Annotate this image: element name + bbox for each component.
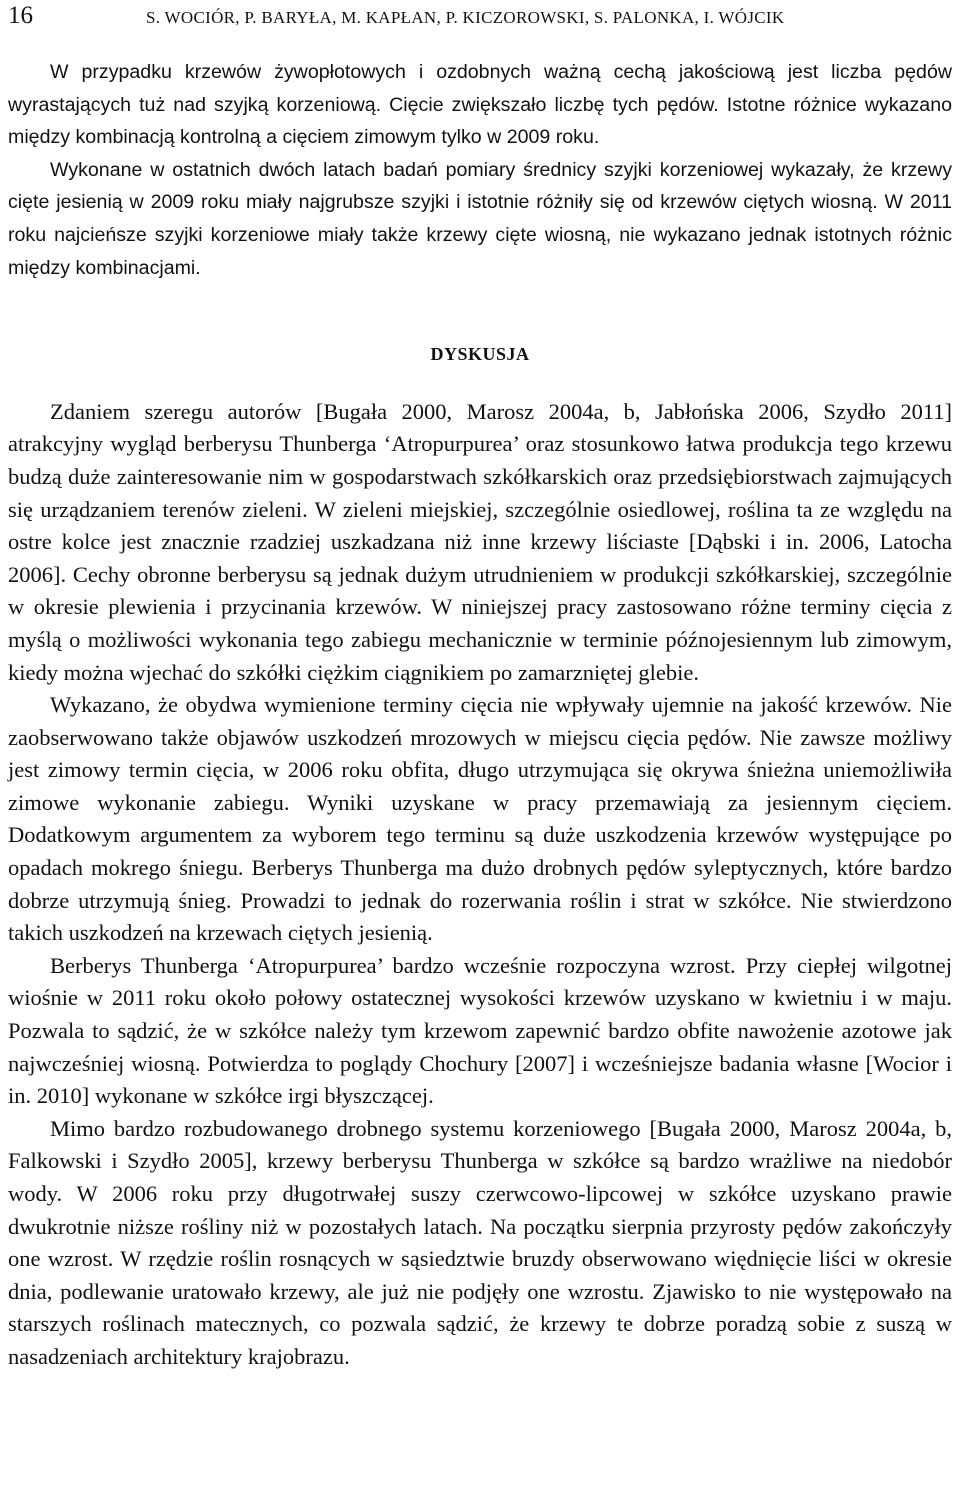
discussion-paragraph: Mimo bardzo rozbudowanego drobnego systemu korzeniowego [Bugała 2000, Marosz 2004a, b, Falkowski i Szydło 2005], krzewy berberysu Thunberga w szkółce są bardzo wrażliwe na niedobór wody. W 2006 roku przy długotrwałej suszy czerwcowo-lipcowej w szkółce uzyskano prawie dwukrotnie niższe rośliny niż w pozostałych latach. Na początku sierpnia przyrosty pędów zakończyły one wzrost. W rzędzie roślin rosnących w sąsiedztwie bruzdy obserwowano więdnięcie liści w okresie dnia, podlewanie uratowało krzewy, ale już nie podjęły one wzrostu. Zjawisko to nie występowało na starszych roślinach matecznych, co pozwala sądzić, że krzewy te dobrze poradzą sobie z suszą w nasadzeniach architektury krajobrazu. [8,1115,952,1369]
article-body [8,56,952,1374]
page-header [8,0,952,46]
running-head-authors: S. WOCIÓR, P. BARYŁA, M. KAPŁAN, P. KICZOROWSKI, S. PALONKA, I. WÓJCIK [146,8,785,27]
discussion-paragraph: Wykazano, że obydwa wymienione terminy cięcia nie wpływały ujemnie na jakość krzewów. Nie zaobserwowano także objawów uszkodzeń mrozowych w miejscu cięcia pędów. Nie zawsze możliwy jest zimowy termin cięcia, w 2006 roku obfita, długo utrzymująca się okrywa śnieżna uniemożliwiła zimowe wykonanie zabiegu. Wyniki uzyskane w pracy przemawiają za jesiennym cięciem. Dodatkowym argumentem za wyborem tego terminu są duże uszkodzenia krzewów występujące po opadach mokrego śniegu. Berberys Thunberga ma dużo drobnych pędów syleptycznych, które bardzo dobrze utrzymują śnieg. Prowadzi to jednak do rozerwania roślin i strat w szkółce. Nie stwierdzono takich uszkodzeń na krzewach ciętych jesienią. [8,692,952,946]
section-title-discussion: DYSKUSJA [430,344,530,365]
discussion-paragraph: Zdaniem szeregu autorów [Bugała 2000, Marosz 2004a, b, Jabłońska 2006, Szydło 2011] atrakcyjny wygląd berberysu Thunberga ‘Atropurpurea’ oraz stosunkowo łatwa produkcja tego krzewu budzą duże zainteresowanie nim w gospodarstwach szkółkarskich oraz przedsiębiorstwach zajmujących się urządzaniem terenów zieleni. W zieleni miejskiej, szczególnie osiedlowej, roślina ta ze względu na ostre kolce jest znacznie rzadziej uszkadzana niż inne krzewy liściaste [Dąbski i in. 2006, Latocha 2006]. Cechy obronne berberysu są jednak dużym utrudnieniem w produkcji szkółkarskiej, szczególnie w okresie plewienia i przycinania krzewów. W niniejszej pracy zastosowano różne terminy cięcia z myślą o możliwości wykonania tego zabiegu mechanicznie w terminie późnojesiennym lub zimowym, kiedy można wjechać do szkółki ciężkim ciągnikiem po zamarzniętej glebie. [8,398,952,685]
spacer [8,371,952,396]
page-number: 16 [8,2,33,29]
spacer [8,284,952,338]
paragraph-root-collar-diameter: Wykonane w ostatnich dwóch latach badań pomiary średnicy szyjki korzeniowej wykazały, że krzewy cięte jesienią w 2009 roku miały najgrubsze szyjki i istotnie różniły się od krzewów ciętych wiosną. W 2011 roku najcieńsze szyjki korzeniowe miały także krzewy cięte wiosną, nie wykazano jednak istotnych różnic między kombinacjami. [8,158,952,279]
results-continuation [8,56,952,284]
discussion-paragraph: Berberys Thunberga ‘Atropurpurea’ bardzo wcześnie rozpoczyna wzrost. Przy ciepłej wilgotnej wiośnie w 2011 roku około połowy ostatecznej wysokości krzewów uzyskano w kwietniu i w maju. Pozwala to sądzić, że w szkółce należy tym krzewom zapewnić bardzo obfite nawożenie azotowe jak najwcześniej wiosną. Potwierdza to poglądy Chochury [2007] i wcześniejsze badania własne [Wocior i in. 2010] wykonane w szkółce irgi błyszczącej. [8,952,952,1109]
discussion-section [8,396,952,1374]
paragraph-shoot-count: W przypadku krzewów żywopłotowych i ozdobnych ważną cechą jakościową jest liczba pędów wyrastających tuż nad szyjką korzeniową. Cięcie zwiększało liczbę tych pędów. Istotne różnice wykazano między kombinacją kontrolną a cięciem zimowym tylko w 2009 roku. [8,61,952,149]
